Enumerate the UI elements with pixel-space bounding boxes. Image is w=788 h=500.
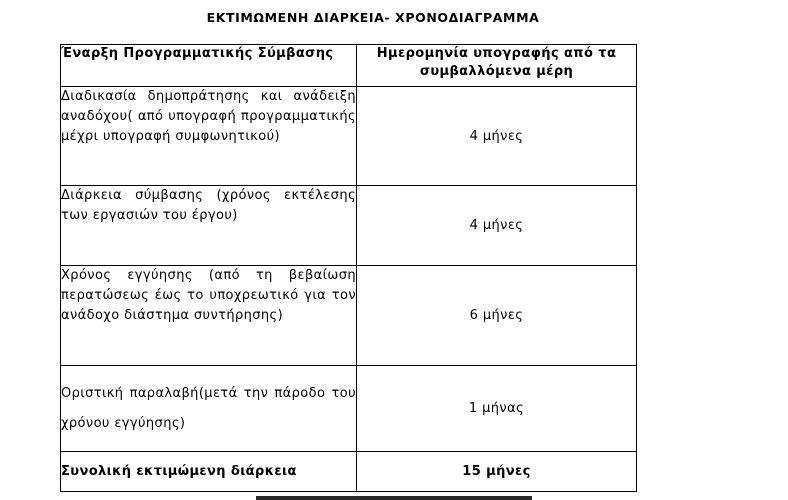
row-value: 6 μήνες bbox=[357, 266, 637, 366]
row-label: Χρόνος εγγύησης (από τη βεβαίωση περατώσεως έως το υποχρεωτικό για τον ανάδοχο διάστημα συντήρησης) bbox=[61, 266, 357, 366]
table-row bbox=[61, 87, 637, 186]
total-value: 15 μήνες bbox=[357, 452, 637, 492]
header-date-label: Ημερομηνία υπογραφής από τα συμβαλλόμενα μέρη bbox=[357, 45, 637, 87]
table-total-row bbox=[61, 452, 637, 492]
total-label: Συνολική εκτιμώμενη διάρκεια bbox=[61, 452, 357, 492]
row-label: Οριστική παραλαβή(μετά την πάροδο του χρόνου εγγύησης) bbox=[61, 366, 357, 452]
row-label: Διάρκεια σύμβασης (χρόνος εκτέλεσης των εργασιών του έργου) bbox=[61, 186, 357, 266]
document-title: ΕΚΤΙΜΩΜΕΝΗ ΔΙΑΡΚΕΙΑ- ΧΡΟΝΟΔΙΑΓΡΑΜΜΑ bbox=[206, 10, 540, 25]
schedule-table bbox=[60, 44, 637, 492]
table-row bbox=[61, 266, 637, 366]
row-label: Διαδικασία δημοπράτησης και ανάδειξη αναδόχου( από υπογραφή προγραμματικής μέχρι υπογραφή συμφωνητικού) bbox=[61, 87, 357, 186]
table-row bbox=[61, 366, 637, 452]
row-value: 1 μήνας bbox=[357, 366, 637, 452]
row-value: 4 μήνες bbox=[357, 87, 637, 186]
header-start-label: Έναρξη Προγραμματικής Σύμβασης bbox=[61, 45, 357, 87]
table-header-row bbox=[61, 45, 637, 87]
page-edge-divider bbox=[256, 496, 532, 500]
table-row bbox=[61, 186, 637, 266]
row-value: 4 μήνες bbox=[357, 186, 637, 266]
